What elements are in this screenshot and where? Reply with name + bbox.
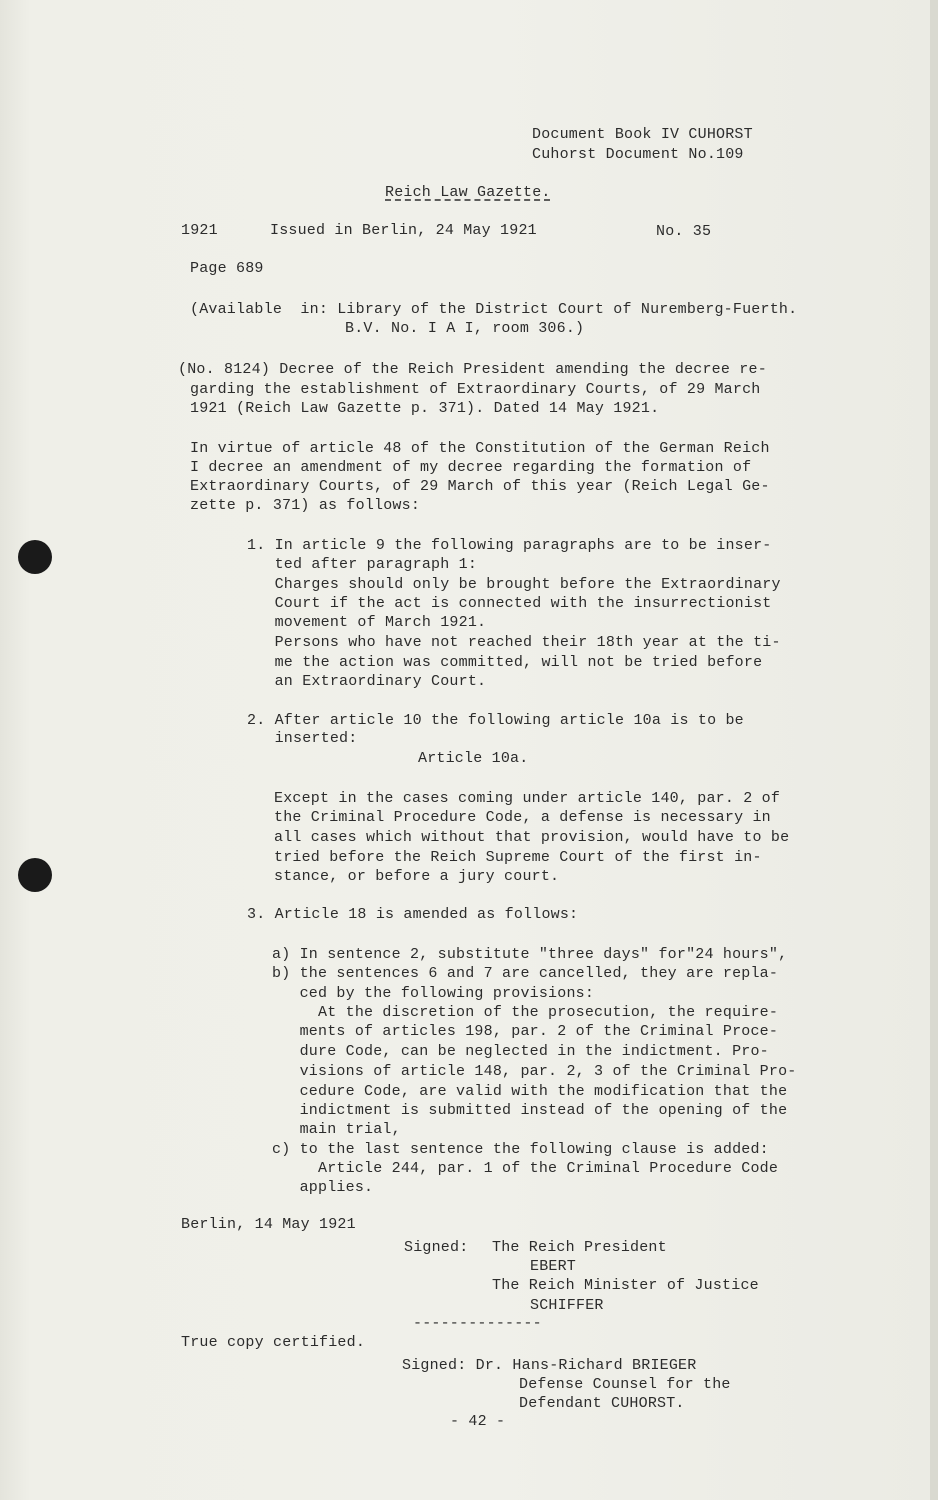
item1-line: 1. In article 9 the following paragraphs are to be inser- — [247, 537, 772, 554]
item3-line: indictment is submitted instead of the opening of the — [272, 1102, 788, 1119]
article-10a-heading: Article 10a. — [418, 750, 529, 767]
decree-title-line: garding the establishment of Extraordinary Courts, of 29 March — [190, 381, 761, 398]
signed-label: Signed: — [404, 1239, 469, 1256]
preamble-line: Extraordinary Courts, of 29 March of this year (Reich Legal Ge- — [190, 478, 770, 495]
item3-line: a) In sentence 2, substitute "three days" for"24 hours", — [272, 946, 788, 963]
issue-year: 1921 — [181, 222, 218, 239]
article-10a-line: all cases which without that provision, would have to be — [274, 829, 790, 846]
article-10a-line: the Criminal Procedure Code, a defense is necessary in — [274, 809, 771, 826]
signer1-name: EBERT — [530, 1258, 577, 1275]
signer2-title: The Reich Minister of Justice — [492, 1277, 759, 1294]
item1-line: Court if the act is connected with the insurrectionist — [247, 595, 772, 612]
item3-line: ced by the following provisions: — [272, 985, 595, 1002]
gazette-title: Reich Law Gazette. — [385, 184, 551, 201]
certifier-signed-line: Signed: Dr. Hans-Richard BRIEGER — [402, 1357, 697, 1374]
certifier-role: Defendant CUHORST. — [519, 1395, 685, 1412]
certifier-role: Defense Counsel for the — [519, 1376, 731, 1393]
item1-line: Persons who have not reached their 18th year at the ti- — [247, 634, 781, 651]
document-number: Cuhorst Document No.109 — [532, 146, 744, 163]
document-book-label: Document Book IV CUHORST — [532, 126, 753, 143]
availability-line: (Available in: Library of the District Court of Nuremberg-Fuerth. — [190, 301, 798, 318]
issue-place-date: Issued in Berlin, 24 May 1921 — [270, 222, 537, 239]
signature-divider: -------------- — [413, 1315, 542, 1332]
item3-line: Article 244, par. 1 of the Criminal Procedure Code — [272, 1160, 779, 1177]
place-date: Berlin, 14 May 1921 — [181, 1216, 356, 1233]
item1-line: ted after paragraph 1: — [247, 556, 478, 573]
preamble-line: zette p. 371) as follows: — [190, 497, 421, 514]
item3-line: cedure Code, are valid with the modification that the — [272, 1083, 788, 1100]
item3-line: c) to the last sentence the following clause is added: — [272, 1141, 769, 1158]
article-10a-line: stance, or before a jury court. — [274, 868, 560, 885]
item3-line: dure Code, can be neglected in the indictment. Pro- — [272, 1043, 769, 1060]
issue-page: Page 689 — [190, 260, 264, 277]
preamble-line: In virtue of article 48 of the Constitution of the German Reich — [190, 440, 770, 457]
item2-line: inserted: — [247, 730, 358, 747]
item1-line: an Extraordinary Court. — [247, 673, 487, 690]
issue-number: No. 35 — [656, 223, 712, 240]
article-10a-line: Except in the cases coming under article 140, par. 2 of — [274, 790, 781, 807]
punch-hole-top — [18, 540, 52, 574]
item3-line: b) the sentences 6 and 7 are cancelled, they are repla- — [272, 965, 779, 982]
punch-hole-bottom — [18, 858, 52, 892]
item3-line: ments of articles 198, par. 2 of the Criminal Proce- — [272, 1023, 779, 1040]
item1-line: movement of March 1921. — [247, 614, 487, 631]
page-number: - 42 - — [450, 1413, 506, 1430]
page-edge — [930, 0, 938, 1500]
signer2-name: SCHIFFER — [530, 1297, 604, 1314]
item1-line: me the action was committed, will not be tried before — [247, 654, 763, 671]
item3-line: At the discretion of the prosecution, the require- — [272, 1004, 779, 1021]
signer1-title: The Reich President — [492, 1239, 667, 1256]
availability-line: B.V. No. I A I, room 306.) — [345, 320, 585, 337]
item3-line: visions of article 148, par. 2, 3 of the Criminal Pro- — [272, 1063, 797, 1080]
item3-line: applies. — [272, 1179, 374, 1196]
true-copy-label: True copy certified. — [181, 1334, 366, 1351]
item1-line: Charges should only be brought before the Extraordinary — [247, 576, 781, 593]
preamble-line: I decree an amendment of my decree regarding the formation of — [190, 459, 752, 476]
item3-heading: 3. Article 18 is amended as follows: — [247, 906, 579, 923]
item3-line: main trial, — [272, 1121, 401, 1138]
article-10a-line: tried before the Reich Supreme Court of the first in- — [274, 849, 762, 866]
item2-line: 2. After article 10 the following article 10a is to be — [247, 712, 744, 729]
decree-title-line: 1921 (Reich Law Gazette p. 371). Dated 14 May 1921. — [190, 400, 660, 417]
decree-title-line: (No. 8124) Decree of the Reich President amending the decree re- — [178, 361, 767, 378]
